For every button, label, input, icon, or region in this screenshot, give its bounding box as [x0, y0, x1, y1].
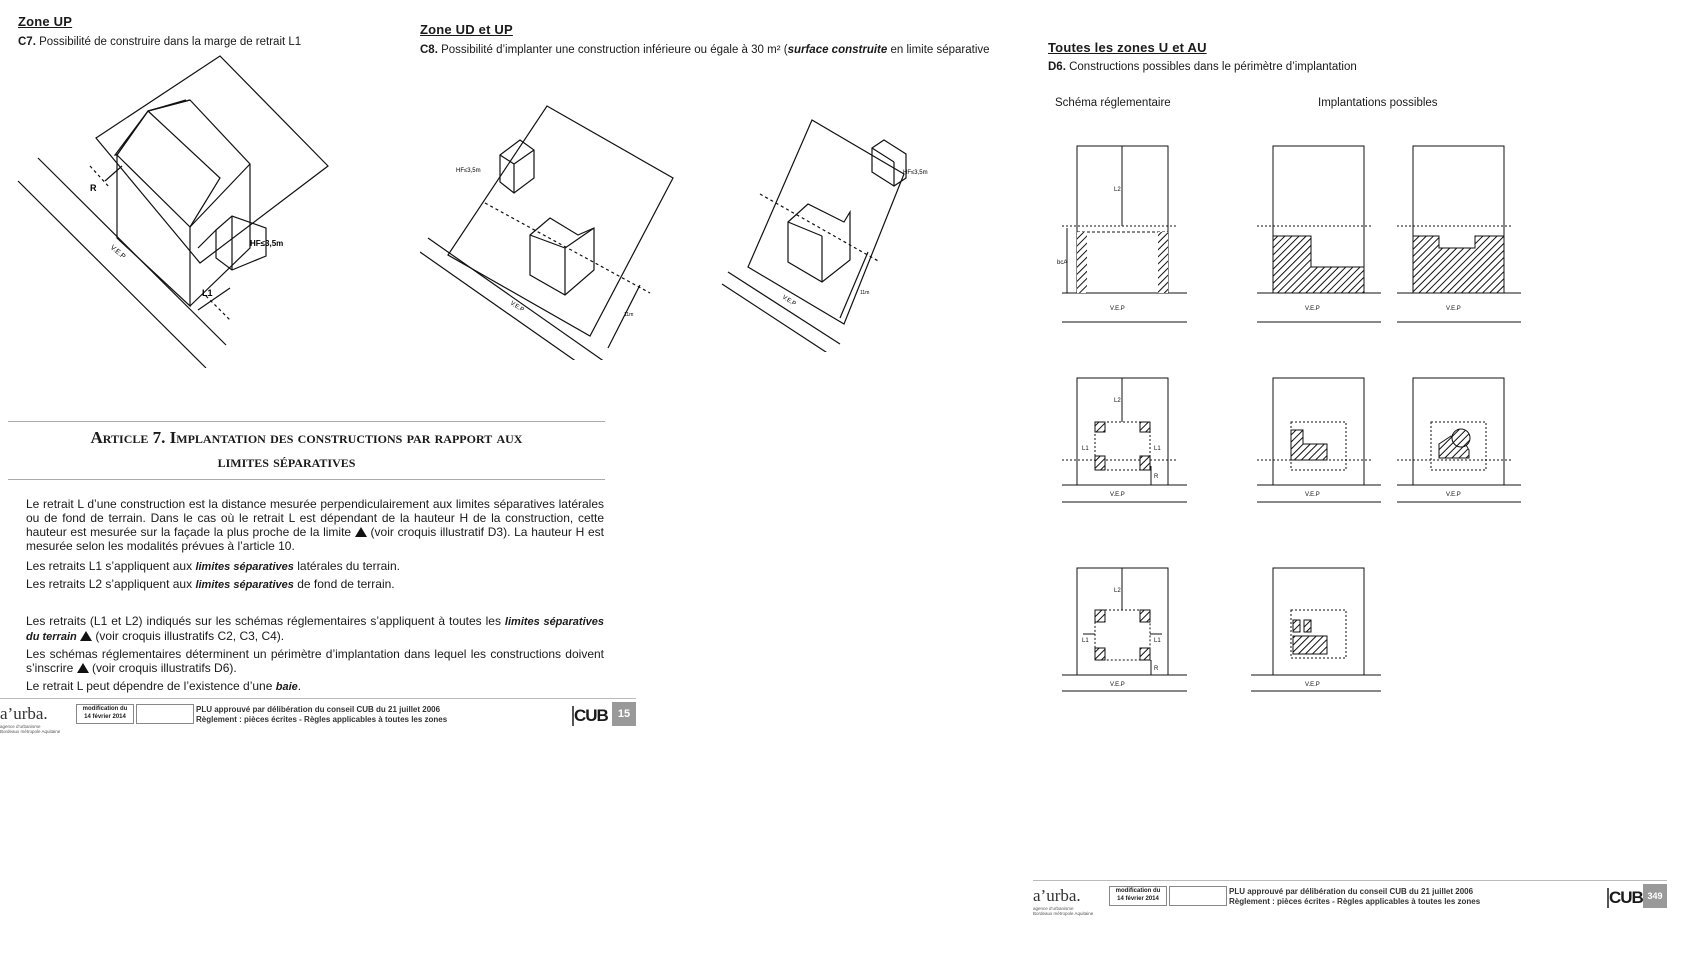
c8-caption: C8. Possibilité d’implanter une construction inférieure ou égale à 30 m² (surface construite en limite séparative — [420, 44, 990, 56]
c8a-hf-label: HF≤3,5m — [456, 168, 481, 174]
footer-rule — [1033, 880, 1667, 881]
c8b-vep-label: V.E.P — [780, 294, 797, 308]
footer-rule — [0, 698, 636, 699]
article-paragraph-3: Les retraits L2 s’appliquent aux limites séparatives de fond de terrain. — [26, 577, 395, 591]
d6-r1-bca-label: bcA — [1057, 260, 1068, 266]
d6-caption: D6. Constructions possibles dans le périmètre d’implantation — [1048, 61, 1357, 73]
c7-zone-title: Zone UP — [18, 14, 73, 29]
d6-r2a-vep-label: V.E.P — [1305, 492, 1320, 498]
d6-zone-title: Toutes les zones U et AU — [1048, 40, 1207, 55]
d6-r3-l1a-label: L1 — [1082, 638, 1089, 644]
d6-r2-r-label: R — [1154, 474, 1159, 480]
schema-reglementaire-heading: Schéma réglementaire — [1055, 97, 1171, 109]
d6-r3-l2-label: L2 — [1114, 588, 1121, 594]
d6-r2-l1a-label: L1 — [1082, 446, 1089, 452]
article-paragraph-4: Les retraits (L1 et L2) indiqués sur les schémas réglementaires s’appliquent à toutes les limites séparatives du terrain (voir croquis illustratifs C2, C3, C4). — [26, 614, 604, 643]
c7-vep-label: V.E.P — [108, 244, 127, 261]
article-rule-top — [8, 421, 605, 422]
c7-diagram — [10, 48, 350, 368]
c8a-vep-label: V.E.P — [508, 300, 525, 314]
d6-r2-vep-label: V.E.P — [1110, 492, 1125, 498]
article-rule-bottom — [8, 479, 605, 480]
article-paragraph-1: Le retrait L d’une construction est la distance mesurée perpendiculairement aux limites séparatives latérales ou de fond de terrain. Dans le cas où le retrait L est dépendant de la hauteur H de la construction, cette hauteur est mesurée sur la façade la plus proche de la limite (voir croquis illustratif D3). La hauteur H est mesurée selon les modalités prévues à l’article 10. — [26, 497, 605, 553]
d6-diagrams — [1055, 140, 1535, 700]
blank-box — [1169, 886, 1227, 906]
article-paragraph-6: Le retrait L peut dépendre de l’existence d’une baie. — [26, 679, 302, 693]
cub-logo: CUB — [572, 706, 612, 726]
left-footer — [0, 702, 636, 734]
c8b-dim-label: 11m — [860, 290, 870, 296]
d6-r3a-vep-label: V.E.P — [1305, 682, 1320, 688]
c8-diagram-b — [720, 112, 950, 352]
cub-logo: CUB — [1607, 888, 1647, 908]
c8-diagram-a — [420, 90, 680, 360]
plu-text: PLU approuvé par délibération du conseil CUB du 21 juillet 2006 Règlement : pièces écrites - Règles applicables à toutes les zones — [196, 705, 448, 724]
d6-r3-l1b-label: L1 — [1154, 638, 1161, 644]
d6-r3-r-label: R — [1154, 666, 1159, 672]
triangle-icon — [355, 527, 367, 537]
c7-caption: C7. Possibilité de construire dans la marge de retrait L1 — [18, 36, 302, 48]
d6-r3-vep-label: V.E.P — [1110, 682, 1125, 688]
modification-box: modification du 14 février 2014 — [1109, 886, 1167, 906]
d6-r2b-vep-label: V.E.P — [1446, 492, 1461, 498]
d6-r2-l2-label: L2 — [1114, 398, 1121, 404]
plu-text: PLU approuvé par délibération du conseil CUB du 21 juillet 2006 Règlement : pièces écrites - Règles applicables à toutes les zones — [1229, 887, 1481, 906]
c8a-dim-label: 11m — [624, 312, 634, 318]
article-paragraph-5: Les schémas réglementaires déterminent un périmètre d’implantation dans lequel les constructions doivent s’inscrire (voir croquis illustratifs D6). — [26, 647, 604, 675]
d6-r1-l2-label: L2 — [1114, 187, 1121, 193]
d6-r1a-vep-label: V.E.P — [1305, 306, 1320, 312]
triangle-icon — [77, 663, 89, 673]
d6-r1-vep-label: V.E.P — [1110, 306, 1125, 312]
c7-hf-label: HF≤3,5m — [250, 239, 284, 248]
c8b-hf-label: HF≤3,5m — [903, 170, 928, 176]
d6-r1b-vep-label: V.E.P — [1446, 306, 1461, 312]
implantations-possibles-heading: Implantations possibles — [1318, 97, 1438, 109]
d6-r2-l1b-label: L1 — [1154, 446, 1161, 452]
aurba-logo: a’urba. agence d’urbanisme Bordeaux métropole Aquitaine — [0, 704, 61, 734]
c7-r-label: R — [90, 183, 97, 193]
c7-l1-label: L1 — [202, 288, 213, 298]
page-number: 15 — [612, 702, 636, 726]
article-paragraph-2: Les retraits L1 s’appliquent aux limites séparatives latérales du terrain. — [26, 559, 400, 573]
aurba-logo: a’urba. agence d’urbanisme Bordeaux métropole Aquitaine — [1033, 886, 1094, 916]
article-title: Article 7. Implantation des constructions par rapport aux limites séparatives — [90, 428, 523, 471]
right-footer — [1033, 884, 1667, 916]
triangle-icon — [80, 631, 92, 641]
page-number: 349 — [1643, 884, 1667, 908]
c8-zone-title: Zone UD et UP — [420, 22, 513, 37]
blank-box — [136, 704, 194, 724]
modification-box: modification du 14 février 2014 — [76, 704, 134, 724]
